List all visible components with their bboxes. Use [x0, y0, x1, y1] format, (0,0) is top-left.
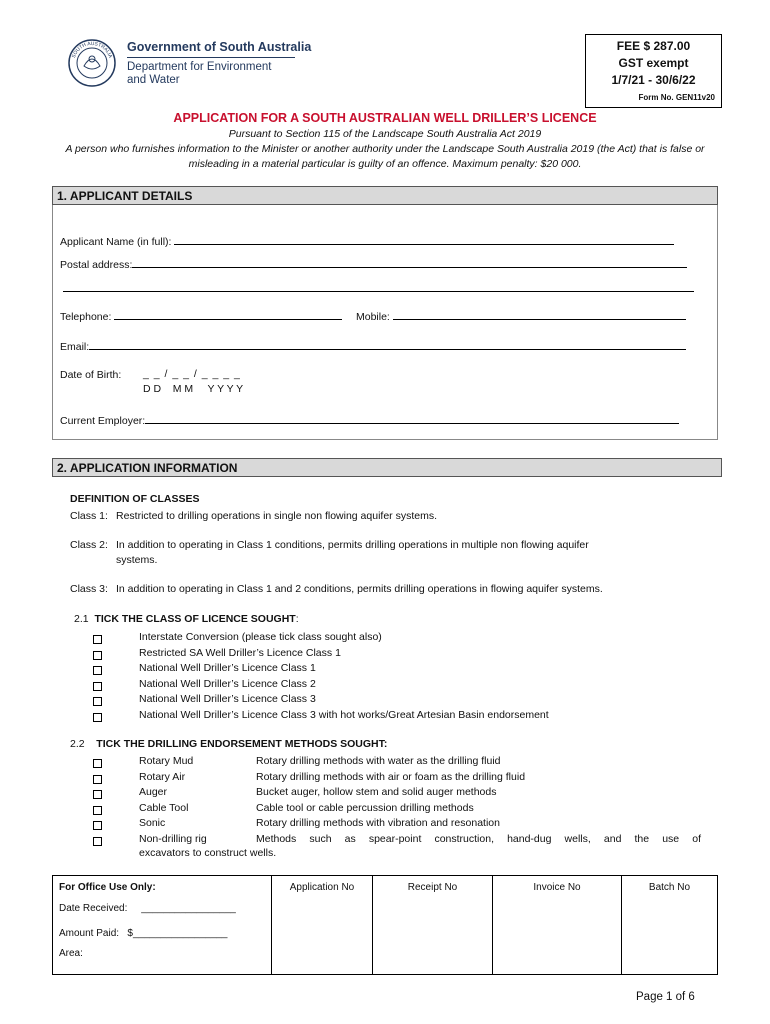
penalty-warning: A person who furnishes information to the Minister or another authority under the Landscape South Australia 2019 (the Act) that is false or misleading in a material particular is guilty of an offence. Maximum penalty: $20 000. — [65, 143, 705, 170]
checkbox[interactable] — [93, 775, 102, 784]
licence-option[interactable]: National Well Driller’s Licence Class 3 — [93, 693, 102, 709]
licence-option[interactable]: National Well Driller’s Licence Class 1 — [93, 662, 102, 678]
class-1-label: Class 1: — [70, 510, 108, 522]
endorsement-heading: 2.2 TICK THE DRILLING ENDORSEMENT METHODS SOUGHT: — [70, 738, 388, 750]
licence-options — [93, 631, 549, 724]
checkbox[interactable] — [93, 697, 102, 706]
checkbox[interactable] — [93, 821, 102, 830]
class-2-definition-cont: systems. — [116, 554, 158, 566]
receipt-no-cell[interactable]: Receipt No — [373, 876, 493, 975]
checkbox[interactable] — [93, 635, 102, 644]
checkbox[interactable] — [93, 713, 102, 722]
amount-paid-field[interactable]: Amount Paid: $_________________ — [59, 928, 228, 939]
form-number: Form No. GEN11v20 — [638, 93, 715, 102]
method-option[interactable]: Rotary Mud Rotary drilling methods with water as the drilling fluid — [93, 755, 703, 771]
method-option[interactable]: Cable Tool Cable tool or cable percussion drilling methods — [93, 802, 703, 818]
method-option[interactable]: Sonic Rotary drilling methods with vibration and resonation — [93, 817, 703, 833]
definition-heading: DEFINITION OF CLASSES — [70, 493, 200, 505]
office-use-details: For Office Use Only: Date Received: _________________ Amount Paid: $_________________ Area: — [53, 876, 272, 975]
gst-status: GST exempt — [618, 56, 689, 70]
page-number: Page 1 of 6 — [636, 991, 695, 1003]
licence-option[interactable]: Interstate Conversion (please tick class sought also) — [93, 631, 102, 647]
class-2-label: Class 2: — [70, 539, 108, 551]
government-title: Government of South Australia — [127, 40, 312, 54]
method-option[interactable]: Auger Bucket auger, hollow stem and solid auger methods — [93, 786, 703, 802]
class-3-label: Class 3: — [70, 583, 108, 595]
method-option[interactable]: Non-drilling rig Methods such as spear-point construction, hand-dug wells, and the use of — [93, 833, 703, 849]
checkbox[interactable] — [93, 666, 102, 675]
header-divider — [127, 57, 295, 58]
application-no-cell[interactable]: Application No — [272, 876, 373, 975]
dob-format-hint: D D M M Y Y Y Y — [143, 383, 244, 395]
method-option[interactable]: Rotary Air Rotary drilling methods with air or foam as the drilling fluid — [93, 771, 703, 787]
checkbox[interactable] — [93, 651, 102, 660]
dob-label: Date of Birth: — [60, 369, 122, 381]
office-use-table — [52, 875, 718, 975]
licence-option[interactable]: National Well Driller’s Licence Class 3 with hot works/Great Artesian Basin endorsement — [93, 709, 102, 725]
licence-class-heading: 2.1 TICK THE CLASS OF LICENCE SOUGHT: — [74, 613, 299, 625]
mobile-field[interactable]: Mobile: — [356, 309, 686, 323]
non-drilling-cont: excavators to construct wells. — [139, 847, 277, 859]
method-options — [93, 755, 703, 848]
postal-address-field[interactable]: Postal address: — [60, 257, 687, 271]
telephone-field[interactable]: Telephone: — [60, 309, 342, 323]
applicant-name-field[interactable]: Applicant Name (in full): — [60, 234, 674, 248]
postal-address-line-2[interactable] — [63, 281, 694, 292]
fee-period: 1/7/21 - 30/6/22 — [611, 73, 696, 87]
dob-field[interactable]: _ _ / _ _ / _ _ _ _ — [143, 368, 241, 380]
fee-box — [585, 34, 722, 108]
invoice-no-cell[interactable]: Invoice No — [493, 876, 622, 975]
checkbox[interactable] — [93, 837, 102, 846]
email-field[interactable]: Email: — [60, 339, 686, 353]
class-3-definition: In addition to operating in Class 1 and 2 conditions, permits drilling operations in flowing aquifer systems. — [116, 583, 603, 595]
date-received-field[interactable]: Date Received: _________________ — [59, 903, 236, 914]
batch-no-cell[interactable]: Batch No — [622, 876, 718, 975]
checkbox[interactable] — [93, 682, 102, 691]
sa-government-seal — [67, 38, 117, 88]
employer-field[interactable]: Current Employer: — [60, 413, 679, 427]
form-title: APPLICATION FOR A SOUTH AUSTRALIAN WELL DRILLER’S LICENCE — [173, 111, 597, 125]
checkbox[interactable] — [93, 806, 102, 815]
form-subtitle: Pursuant to Section 115 of the Landscape South Australia Act 2019 — [228, 128, 542, 140]
class-1-definition: Restricted to drilling operations in single non flowing aquifer systems. — [116, 510, 437, 522]
licence-option[interactable]: National Well Driller’s Licence Class 2 — [93, 678, 102, 694]
area-field[interactable]: Area: — [59, 948, 83, 959]
checkbox[interactable] — [93, 790, 102, 799]
svg-text:SOUTH AUSTRALIA: SOUTH AUSTRALIA — [70, 40, 114, 59]
section-2-heading: 2. APPLICATION INFORMATION — [52, 458, 722, 477]
fee-amount: FEE $ 287.00 — [616, 39, 691, 53]
department-name: Department for Environment and Water — [127, 61, 272, 86]
licence-option[interactable]: Restricted SA Well Driller’s Licence Class 1 — [93, 647, 102, 663]
class-2-definition: In addition to operating in Class 1 conditions, permits drilling operations in multiple non flowing aquifer — [116, 539, 589, 551]
section-1-heading: 1. APPLICANT DETAILS — [52, 186, 718, 205]
checkbox[interactable] — [93, 759, 102, 768]
